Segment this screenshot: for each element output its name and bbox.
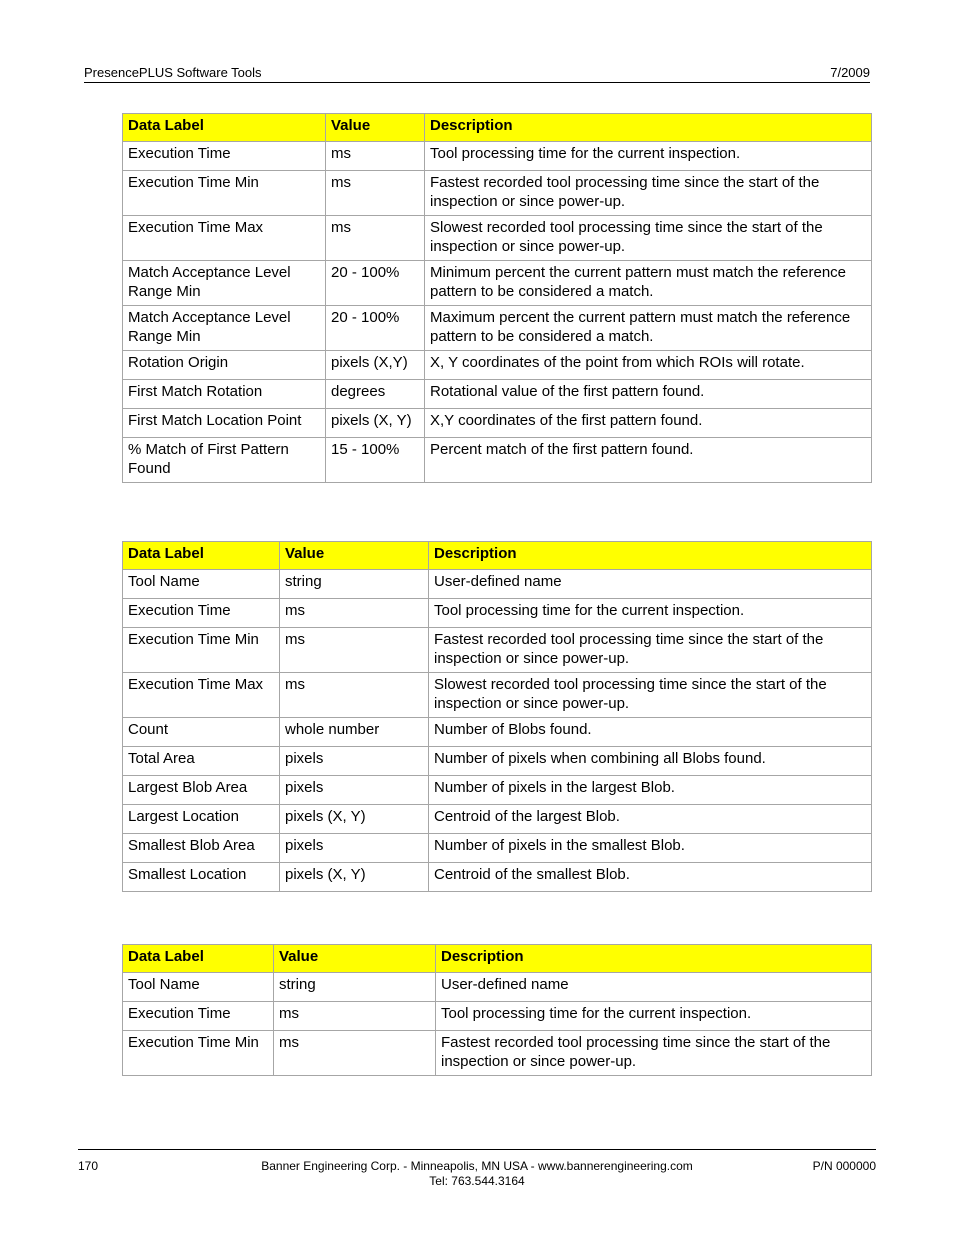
data-label-cell: Tool Name — [123, 973, 274, 1002]
data-label-cell: Total Area — [123, 747, 280, 776]
data-label-cell: Count — [123, 718, 280, 747]
value-cell: ms — [280, 599, 429, 628]
document-title: PresencePLUS Software Tools — [84, 65, 262, 80]
table-header-row — [123, 114, 872, 142]
value-cell: pixels (X, Y) — [280, 805, 429, 834]
description-cell: Number of pixels in the largest Blob. — [429, 776, 872, 805]
table-row — [123, 599, 872, 628]
page-footer — [78, 1149, 876, 1195]
table-header-row — [123, 945, 872, 973]
description-cell: Slowest recorded tool processing time since the start of the inspection or since power-up. — [425, 216, 872, 261]
data-label-cell: Execution Time Min — [123, 628, 280, 673]
column-header-description: Description — [429, 542, 872, 570]
description-cell: Number of pixels when combining all Blobs found. — [429, 747, 872, 776]
data-label-cell: Execution Time Min — [123, 171, 326, 216]
value-cell: pixels — [280, 834, 429, 863]
value-cell: pixels — [280, 776, 429, 805]
value-cell: 20 - 100% — [326, 261, 425, 306]
column-header-value: Value — [274, 945, 436, 973]
description-cell: Fastest recorded tool processing time since the start of the inspection or since power-up. — [425, 171, 872, 216]
column-header-description: Description — [425, 114, 872, 142]
table-row — [123, 351, 872, 380]
value-cell: pixels — [280, 747, 429, 776]
description-cell: Percent match of the first pattern found. — [425, 438, 872, 483]
page-number: 170 — [78, 1159, 99, 1173]
table-row — [123, 261, 872, 306]
value-cell: ms — [326, 216, 425, 261]
description-cell: Tool processing time for the current inspection. — [429, 599, 872, 628]
column-header-data-label: Data Label — [123, 114, 326, 142]
data-label-cell: Match Acceptance Level Range Min — [123, 261, 326, 306]
data-label-cell: Execution Time Max — [123, 673, 280, 718]
table-row — [123, 216, 872, 261]
company-line: Banner Engineering Corp. - Minneapolis, MN USA - www.bannerengineering.com — [261, 1159, 693, 1173]
table-row — [123, 380, 872, 409]
table-row — [123, 142, 872, 171]
value-cell: string — [274, 973, 436, 1002]
table-row — [123, 747, 872, 776]
description-cell: User-defined name — [436, 973, 872, 1002]
part-number: P/N 000000 — [812, 1159, 876, 1173]
table-row — [123, 1002, 872, 1031]
description-cell: Rotational value of the first pattern found. — [425, 380, 872, 409]
blob-data-table — [122, 541, 872, 892]
description-cell: X,Y coordinates of the first pattern found. — [425, 409, 872, 438]
value-cell: 20 - 100% — [326, 306, 425, 351]
column-header-value: Value — [280, 542, 429, 570]
table-header-row — [123, 542, 872, 570]
description-cell: Centroid of the smallest Blob. — [429, 863, 872, 892]
data-label-cell: Largest Location — [123, 805, 280, 834]
table-row — [123, 863, 872, 892]
table-row — [123, 438, 872, 483]
description-cell: Tool processing time for the current inspection. — [436, 1002, 872, 1031]
table-row — [123, 718, 872, 747]
description-cell: User-defined name — [429, 570, 872, 599]
data-label-cell: Tool Name — [123, 570, 280, 599]
value-cell: ms — [274, 1031, 436, 1076]
table-row — [123, 973, 872, 1002]
column-header-data-label: Data Label — [123, 945, 274, 973]
description-cell: X, Y coordinates of the point from which ROIs will rotate. — [425, 351, 872, 380]
data-label-cell: Match Acceptance Level Range Min — [123, 306, 326, 351]
value-cell: ms — [326, 171, 425, 216]
document-date: 7/2009 — [830, 65, 870, 80]
column-header-data-label: Data Label — [123, 542, 280, 570]
table-row — [123, 306, 872, 351]
value-cell: degrees — [326, 380, 425, 409]
footer-company — [78, 1159, 876, 1189]
data-label-cell: Execution Time — [123, 599, 280, 628]
value-cell: ms — [326, 142, 425, 171]
data-label-cell: Largest Blob Area — [123, 776, 280, 805]
description-cell: Fastest recorded tool processing time since the start of the inspection or since power-up. — [436, 1031, 872, 1076]
description-cell: Number of Blobs found. — [429, 718, 872, 747]
table-row — [123, 409, 872, 438]
description-cell: Minimum percent the current pattern must match the reference pattern to be considered a match. — [425, 261, 872, 306]
data-label-cell: Execution Time — [123, 142, 326, 171]
description-cell: Centroid of the largest Blob. — [429, 805, 872, 834]
description-cell: Maximum percent the current pattern must match the reference pattern to be considered a match. — [425, 306, 872, 351]
page-header — [84, 64, 870, 83]
column-header-description: Description — [436, 945, 872, 973]
data-label-cell: Rotation Origin — [123, 351, 326, 380]
data-label-cell: First Match Location Point — [123, 409, 326, 438]
value-cell: pixels (X,Y) — [326, 351, 425, 380]
data-label-cell: Execution Time Max — [123, 216, 326, 261]
value-cell: pixels (X, Y) — [326, 409, 425, 438]
value-cell: 15 - 100% — [326, 438, 425, 483]
value-cell: ms — [280, 628, 429, 673]
pattern-data-table — [122, 113, 872, 483]
table-row — [123, 834, 872, 863]
description-cell: Tool processing time for the current inspection. — [425, 142, 872, 171]
data-label-cell: Smallest Location — [123, 863, 280, 892]
telephone-line: Tel: 763.544.3164 — [429, 1174, 525, 1188]
value-cell: ms — [280, 673, 429, 718]
table-row — [123, 1031, 872, 1076]
value-cell: string — [280, 570, 429, 599]
description-cell: Slowest recorded tool processing time since the start of the inspection or since power-up. — [429, 673, 872, 718]
data-label-cell: Smallest Blob Area — [123, 834, 280, 863]
data-label-cell: % Match of First Pattern Found — [123, 438, 326, 483]
table-row — [123, 776, 872, 805]
description-cell: Number of pixels in the smallest Blob. — [429, 834, 872, 863]
table-row — [123, 673, 872, 718]
table-row — [123, 628, 872, 673]
data-label-cell: Execution Time Min — [123, 1031, 274, 1076]
value-cell: ms — [274, 1002, 436, 1031]
table-row — [123, 171, 872, 216]
value-cell: pixels (X, Y) — [280, 863, 429, 892]
table-row — [123, 570, 872, 599]
tool-data-table — [122, 944, 872, 1076]
data-label-cell: Execution Time — [123, 1002, 274, 1031]
table-row — [123, 805, 872, 834]
value-cell: whole number — [280, 718, 429, 747]
column-header-value: Value — [326, 114, 425, 142]
description-cell: Fastest recorded tool processing time since the start of the inspection or since power-up. — [429, 628, 872, 673]
data-label-cell: First Match Rotation — [123, 380, 326, 409]
